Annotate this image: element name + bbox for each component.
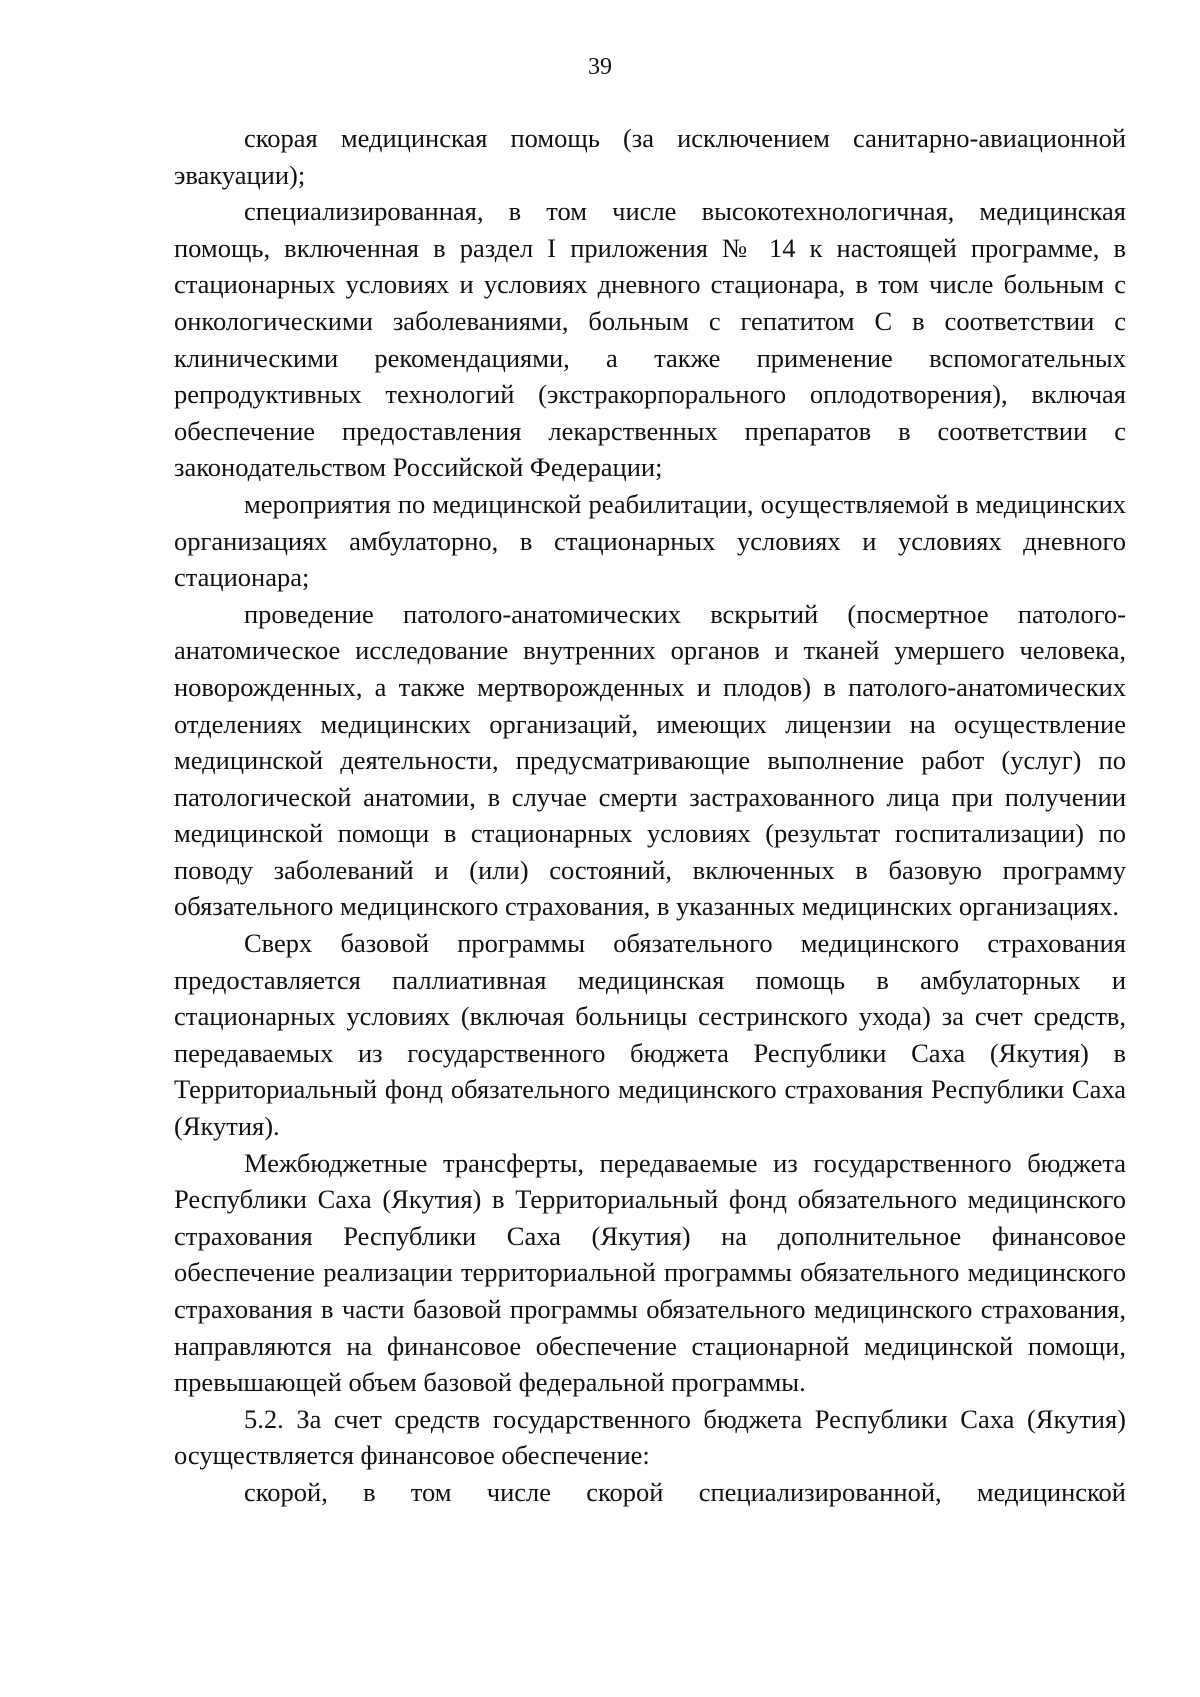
paragraph-section-5-2: 5.2. За счет средств государственного бюджета Республики Саха (Якутия) осуществляется финансовое обеспечение: xyxy=(174,1403,1126,1471)
paragraph-ambulance-continued: скорой, в том числе скорой специализированной, медицинской xyxy=(244,1476,1126,1507)
paragraph-emergency-care: скорая медицинская помощь (за исключением санитарно-авиационной эвакуации); xyxy=(174,123,1126,190)
paragraph-rehabilitation: мероприятия по медицинской реабилитации, осуществляемой в медицинских организациях амбулаторно, в стационарных условиях и условиях дневного стационара; xyxy=(174,488,1126,593)
document-body xyxy=(174,120,1126,1511)
paragraph-palliative-care: Сверх базовой программы обязательного медицинского страхования предоставляется паллиативная медицинская помощь в амбулаторных и стационарных условиях (включая больницы сестринского ухода) за счет средств, передаваемых из государственного бюджета Республики Саха (Якутия) в Территориальный фонд обязательного медицинского страхования Республики Саха (Якутия). xyxy=(174,928,1126,1142)
paragraph-autopsies: проведение патолого-анатомических вскрытий (посмертное патолого-анатомическое исследование внутренних органов и тканей умершего человека, новорожденных, а также мертворожденных и плодов) в патолого-анатомических отделениях медицинских организаций, имеющих лицензии на осуществление медицинской деятельности, предусматривающие выполнение работ (услуг) по патологической анатомии, в случае смерти застрахованного лица при получении медицинской помощи в стационарных условиях (результат госпитализации) по поводу заболеваний и (или) состояний, включенных в базовую программу обязательного медицинского страхования, в указанных медицинских организациях. xyxy=(174,598,1126,922)
page-number: 39 xyxy=(588,54,612,80)
paragraph-specialized-care: специализированная, в том числе высокотехнологичная, медицинская помощь, включенная в раздел I приложения № 14 к настоящей программе, в стационарных условиях и условиях дневного стационара, в том числе больным с онкологическими заболеваниями, больным с гепатитом C в соответствии с клиническими рекомендациями, а также применение вспомогательных репродуктивных технологий (экстракорпорального оплодотворения), включая обеспечение предоставления лекарственных препаратов в соответствии с законодательством Российской Федерации; xyxy=(174,196,1126,483)
paragraph-interbudget-transfers: Межбюджетные трансферты, передаваемые из государственного бюджета Республики Саха (Якутия) в Территориальный фонд обязательного медицинского страхования Республики Саха (Якутия) на дополнительное финансовое обеспечение реализации территориальной программы обязательного медицинского страхования в части базовой программы обязательного медицинского страхования, направляются на финансовое обеспечение стационарной медицинской помощи, превышающей объем базовой федеральной программы. xyxy=(174,1147,1126,1398)
